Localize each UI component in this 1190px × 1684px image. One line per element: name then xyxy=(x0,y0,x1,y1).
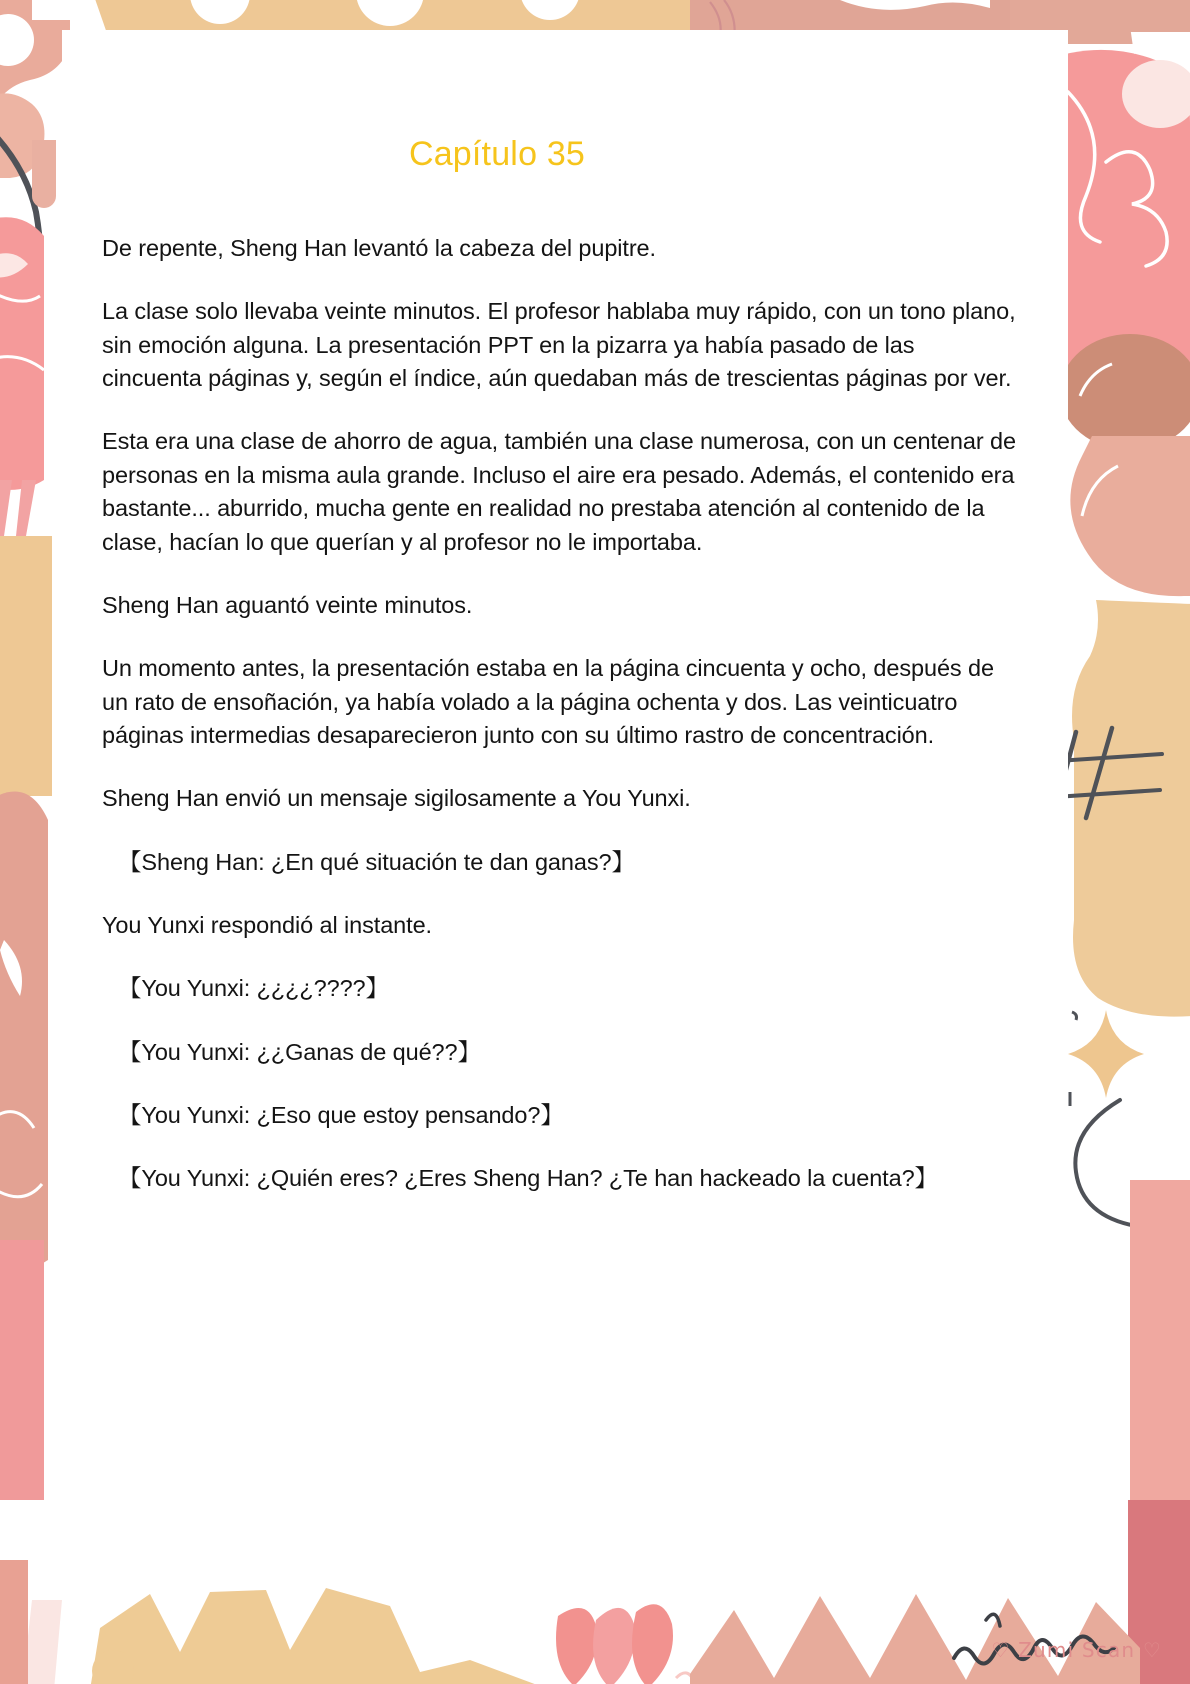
chat-message-line: 【Sheng Han: ¿En qué situación te dan ganas?】 xyxy=(118,848,635,875)
body-paragraph: Sheng Han aguantó veinte minutos. xyxy=(102,591,473,618)
chat-message-line: 【You Yunxi: ¿Eso que estoy pensando?】 xyxy=(118,1102,564,1129)
deco-right-bottom-pink-column xyxy=(1130,1180,1190,1540)
deco-left-bottom-rose-edge xyxy=(0,1560,28,1684)
deco-left-pink-block xyxy=(0,200,58,500)
scanlation-signature: ♡ Zumi Scan ♡ xyxy=(991,1638,1162,1662)
body-paragraph: You Yunxi respondió al instante. xyxy=(102,912,432,939)
chat-message-line: 【You Yunxi: ¿Quién eres? ¿Eres Sheng Han? ¿Te han hackeado la cuenta?】 xyxy=(118,1165,938,1192)
page-title: Capítulo 35 xyxy=(408,135,586,173)
body-paragraph: Sheng Han envió un mensaje sigilosamente a You Yunxi. xyxy=(102,785,691,812)
body-paragraph: De repente, Sheng Han levantó la cabeza del pupitre. xyxy=(102,235,656,261)
deco-right-rose-blob xyxy=(1052,436,1190,616)
deco-left-bottom-pink xyxy=(0,1240,44,1500)
deco-left-rose-tab xyxy=(32,140,56,208)
deco-left-pink-stripes xyxy=(0,480,58,540)
body-paragraph: Un momento antes, la presentación estaba en la página cincuenta y ocho, después de un rato de ensoñación, ya había volado a la página ochenta y dos. Las veinticuatro páginas intermedias desaparecieron junto con su último rastro de concentración. xyxy=(102,655,994,748)
deco-bottom-tan-zigzag xyxy=(90,1580,540,1684)
deco-bottom-ink-squiggle-icon xyxy=(940,1592,1120,1682)
deco-left-dustyrose-block xyxy=(0,760,54,1280)
body-paragraph: Esta era una clase de ahorro de agua, también una clase numerosa, con un centenar de personas en la misma aula grande. Incluso el aire era pesado. Además, el contenido era bastante... aburrido, mucha gente en realidad no prestaba atención al contenido de la clase, hacían lo que querían y al profesor no le importaba. xyxy=(102,428,1016,555)
deco-left-tan-block xyxy=(0,536,52,796)
chat-message-line: 【You Yunxi: ¿¿Ganas de qué??】 xyxy=(118,1038,481,1065)
chapter-body xyxy=(102,232,1017,1196)
chat-message-line: 【You Yunxi: ¿¿¿¿????】 xyxy=(118,975,389,1002)
deco-bottom-left-tan-dot xyxy=(92,1650,134,1684)
body-paragraph: La clase solo llevaba veinte minutos. El profesor hablaba muy rápido, con un tono plano, sin emoción alguna. La presentación PPT en la pizarra ya había pasado de las cincuenta páginas y, según el índice, aún quedaban más de trescientas páginas por ver. xyxy=(102,298,1016,392)
page-content xyxy=(102,30,1027,1510)
